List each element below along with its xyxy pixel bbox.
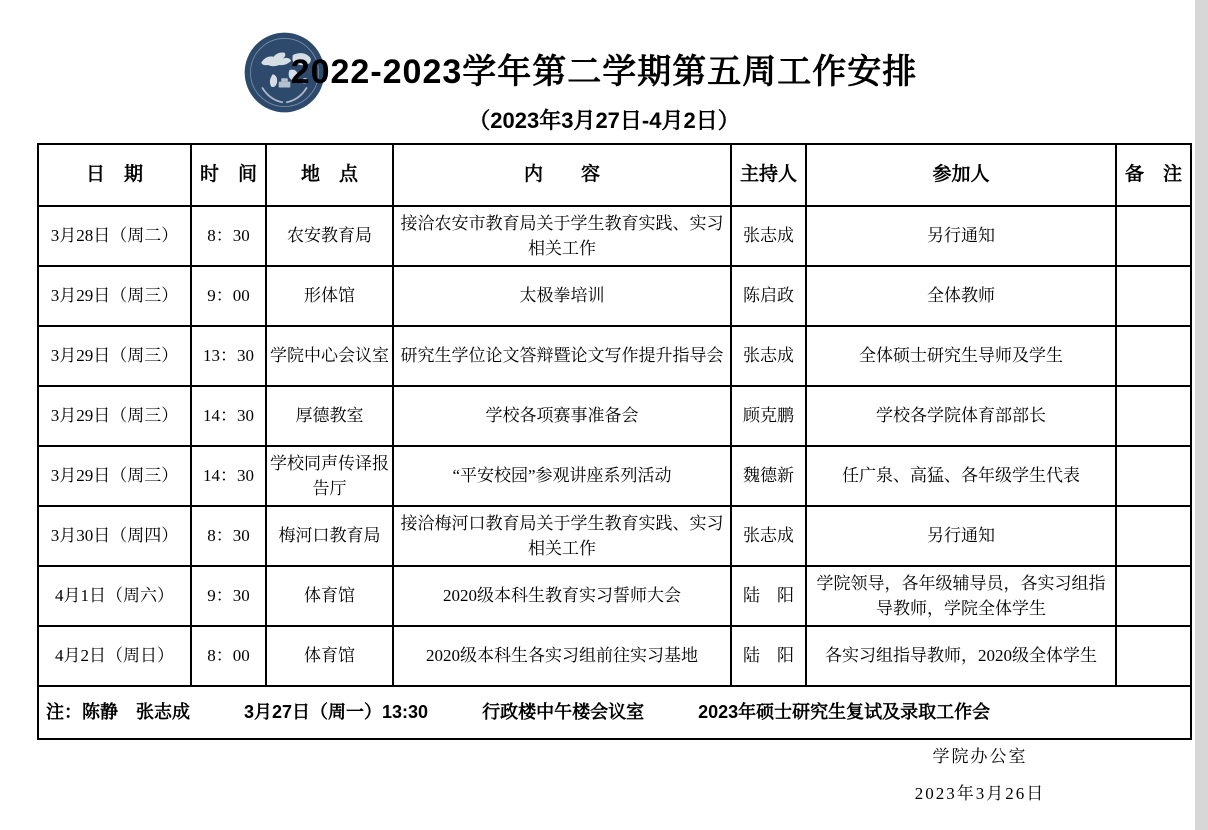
cell-time: 9：00: [191, 266, 266, 326]
cell-date: 3月29日（周三）: [38, 266, 191, 326]
page-subtitle: （2023年3月27日-4月2日）: [468, 108, 740, 133]
table-row: [38, 326, 1191, 386]
cell-time: 9：30: [191, 566, 266, 626]
cell-time: 14：30: [191, 386, 266, 446]
cell-host: 张志成: [731, 206, 806, 266]
header-time: 时 间: [191, 144, 266, 206]
cell-content: 接洽农安市教育局关于学生教育实践、实习相关工作: [393, 206, 731, 266]
cell-time: 14：30: [191, 446, 266, 506]
header-host: 主持人: [731, 144, 806, 206]
cell-time: 8：30: [191, 206, 266, 266]
cell-date: 3月30日（周四）: [38, 506, 191, 566]
table-row: [38, 266, 1191, 326]
table-row: [38, 206, 1191, 266]
header-remark: 备 注: [1116, 144, 1191, 206]
cell-remark: [1116, 266, 1191, 326]
cell-time: 8：30: [191, 506, 266, 566]
cell-time: 8：00: [191, 626, 266, 686]
cell-place: 体育馆: [266, 626, 393, 686]
cell-participants: 各实习组指导教师，2020级全体学生: [806, 626, 1116, 686]
cell-time: 13：30: [191, 326, 266, 386]
cell-remark: [1116, 206, 1191, 266]
cell-content: 太极拳培训: [393, 266, 731, 326]
cell-participants: 另行通知: [806, 206, 1116, 266]
cell-host: 陈启政: [731, 266, 806, 326]
cell-remark: [1116, 326, 1191, 386]
cell-host: 张志成: [731, 326, 806, 386]
cell-content: 研究生学位论文答辩暨论文写作提升指导会: [393, 326, 731, 386]
cell-host: 陆 阳: [731, 626, 806, 686]
header-content: 内 容: [393, 144, 731, 206]
cell-content: 2020级本科生各实习组前往实习基地: [393, 626, 731, 686]
cell-date: 3月28日（周二）: [38, 206, 191, 266]
cell-place: 形体馆: [266, 266, 393, 326]
table-row: [38, 506, 1191, 566]
cell-place: 体育馆: [266, 566, 393, 626]
cell-date: 3月29日（周三）: [38, 386, 191, 446]
table-row: [38, 626, 1191, 686]
cell-participants: 学校各学院体育部部长: [806, 386, 1116, 446]
weekly-schedule-table: [37, 143, 1192, 740]
table-row: [38, 446, 1191, 506]
table-row: [38, 386, 1191, 446]
cell-place: 梅河口教育局: [266, 506, 393, 566]
cell-content: 学校各项赛事准备会: [393, 386, 731, 446]
table-note-row: [38, 686, 1191, 739]
table-row: [38, 566, 1191, 626]
cell-remark: [1116, 566, 1191, 626]
cell-content: 接洽梅河口教育局关于学生教育实践、实习相关工作: [393, 506, 731, 566]
footer-signature: [840, 742, 1120, 804]
cell-date: 3月29日（周三）: [38, 446, 191, 506]
cell-date: 4月2日（周日）: [38, 626, 191, 686]
cell-participants: 学院领导，各年级辅导员，各实习组指导教师，学院全体学生: [806, 566, 1116, 626]
cell-host: 陆 阳: [731, 566, 806, 626]
cell-date: 3月29日（周三）: [38, 326, 191, 386]
cell-participants: 全体教师: [806, 266, 1116, 326]
cell-remark: [1116, 626, 1191, 686]
page-title: 2022-2023学年第二学期第五周工作安排: [290, 53, 918, 91]
cell-place: 学校同声传译报告厅: [266, 446, 393, 506]
footer-office: 学院办公室: [932, 747, 1028, 766]
cell-participants: 任广泉、高猛、各年级学生代表: [806, 446, 1116, 506]
cell-remark: [1116, 506, 1191, 566]
cell-place: 农安教育局: [266, 206, 393, 266]
cell-remark: [1116, 386, 1191, 446]
table-header-row: [38, 144, 1191, 206]
cell-place: 厚德教室: [266, 386, 393, 446]
note-text: 注：陈静 张志成 3月27日（周一）13:30 行政楼中午楼会议室 2023年硕士研究生复试及录取工作会: [38, 686, 1191, 739]
header-date: 日 期: [38, 144, 191, 206]
cell-remark: [1116, 446, 1191, 506]
cell-host: 张志成: [731, 506, 806, 566]
cell-content: 2020级本科生教育实习誓师大会: [393, 566, 731, 626]
cell-participants: 另行通知: [806, 506, 1116, 566]
cell-host: 顾克鹏: [731, 386, 806, 446]
header-participants: 参加人: [806, 144, 1116, 206]
cell-participants: 全体硕士研究生导师及学生: [806, 326, 1116, 386]
cell-host: 魏德新: [731, 446, 806, 506]
footer-date: 2023年3月26日: [914, 784, 1046, 803]
cell-content: “平安校园”参观讲座系列活动: [393, 446, 731, 506]
header-place: 地 点: [266, 144, 393, 206]
cell-date: 4月1日（周六）: [38, 566, 191, 626]
cell-place: 学院中心会议室: [266, 326, 393, 386]
